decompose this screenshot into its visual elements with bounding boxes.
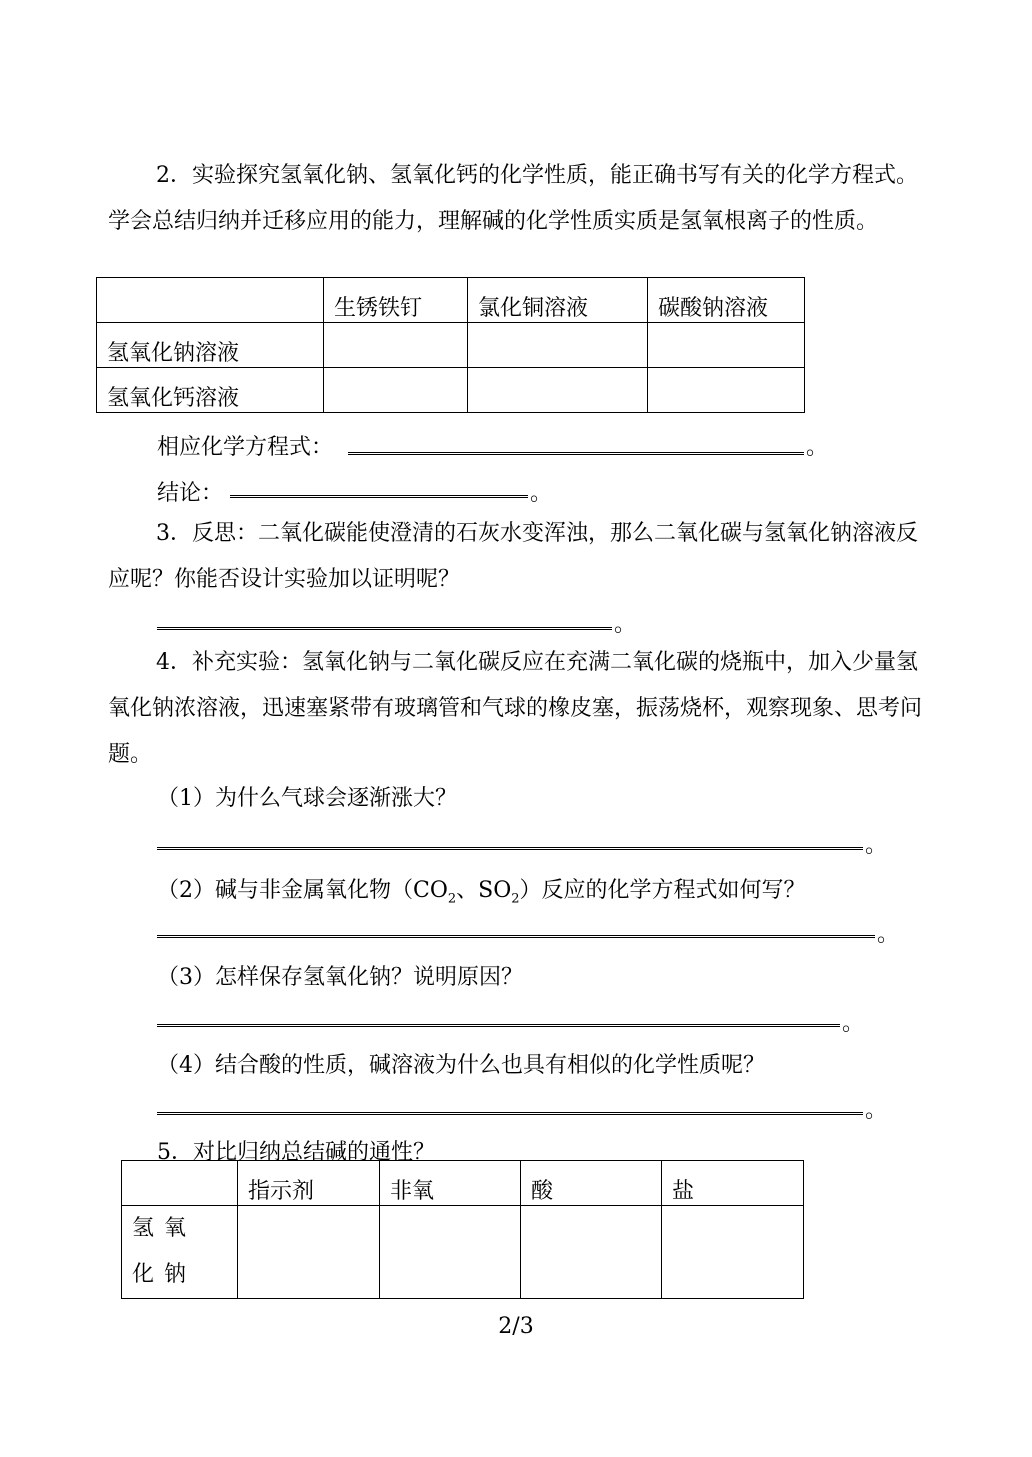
row-label <box>122 1206 238 1299</box>
end-mark: 。 <box>865 1098 888 1123</box>
table-header-cell: 盐 <box>662 1161 804 1206</box>
row-label: 氢氧化钠溶液 <box>97 323 324 368</box>
question-2-part: 、SO <box>456 878 512 903</box>
table-header-cell <box>122 1161 238 1206</box>
table-header-cell: 碳酸钠溶液 <box>648 278 805 323</box>
page-number: 2/3 <box>498 1314 534 1339</box>
row-label: 氢氧化钙溶液 <box>97 368 324 413</box>
conclusion-label: 结论： <box>157 481 224 506</box>
question-2-part: ）反应的化学方程式如何写？ <box>519 878 806 903</box>
table-row <box>97 368 805 413</box>
answer-blank[interactable] <box>348 452 804 455</box>
table-header-cell: 指示剂 <box>238 1161 380 1206</box>
answer-cell <box>468 323 648 368</box>
table-header-cell: 氯化铜溶液 <box>468 278 648 323</box>
end-mark: 。 <box>614 612 637 637</box>
answer-cell <box>662 1206 804 1299</box>
subscript: 2 <box>511 891 520 907</box>
end-mark: 。 <box>530 481 553 506</box>
answer-cell <box>324 323 468 368</box>
question-2-part: （2）碱与非金属氧化物（CO <box>157 878 448 903</box>
answer-cell <box>521 1206 662 1299</box>
table-header-cell: 酸 <box>521 1161 662 1206</box>
table-hydroxide-reactions <box>96 277 805 413</box>
answer-cell <box>238 1206 380 1299</box>
question-4: （4）结合酸的性质，碱溶液为什么也具有相似的化学性质呢？ <box>157 1053 765 1078</box>
answer-blank[interactable] <box>157 627 612 630</box>
answer-cell <box>468 368 648 413</box>
question-2 <box>157 873 806 906</box>
section-5-heading: 5．对比归纳总结碱的通性？ <box>157 1140 435 1165</box>
table-row <box>97 323 805 368</box>
table-header-cell: 生锈铁钉 <box>324 278 468 323</box>
subscript: 2 <box>447 891 457 907</box>
end-mark: 。 <box>865 833 888 858</box>
table-header-cell <box>97 278 324 323</box>
answer-cell <box>648 323 805 368</box>
answer-blank[interactable] <box>157 935 875 938</box>
answer-blank[interactable] <box>157 847 863 850</box>
answer-cell <box>324 368 468 413</box>
end-mark: 。 <box>806 435 829 460</box>
equation-label: 相应化学方程式： <box>157 435 334 460</box>
answer-cell <box>380 1206 521 1299</box>
question-1: （1）为什么气球会逐渐涨大？ <box>157 786 457 811</box>
end-mark: 。 <box>877 922 900 947</box>
table-row <box>122 1206 804 1299</box>
table-header-cell: 非氧 <box>380 1161 521 1206</box>
table-header-row <box>97 278 805 323</box>
answer-cell <box>648 368 805 413</box>
answer-blank[interactable] <box>157 1112 863 1115</box>
table-base-properties <box>121 1160 804 1299</box>
section-3-paragraph: 3．反思：二氧化碳能使澄清的石灰水变浑浊，那么二氧化碳与氢氧化钠溶液反应呢？你能否设计实验加以证明呢？ <box>108 521 918 592</box>
table-header-row <box>122 1161 804 1206</box>
section-4-paragraph: 4．补充实验：氢氧化钠与二氧化碳反应在充满二氧化碳的烧瓶中，加入少量氢氧化钠浓溶液，迅速塞紧带有玻璃管和气球的橡皮塞，振荡烧杯，观察现象、思考问题。 <box>108 650 923 767</box>
row-label-text: 氢氧化钠 <box>132 1216 197 1287</box>
end-mark: 。 <box>842 1011 865 1036</box>
answer-blank[interactable] <box>157 1024 840 1027</box>
answer-blank[interactable] <box>230 495 528 498</box>
section-2-paragraph: 2．实验探究氢氧化钠、氢氧化钙的化学性质，能正确书写有关的化学方程式。学会总结归纳并迁移应用的能力，理解碱的化学性质实质是氢氧根离子的性质。 <box>108 163 918 234</box>
question-3: （3）怎样保存氢氧化钠？说明原因？ <box>157 965 523 990</box>
